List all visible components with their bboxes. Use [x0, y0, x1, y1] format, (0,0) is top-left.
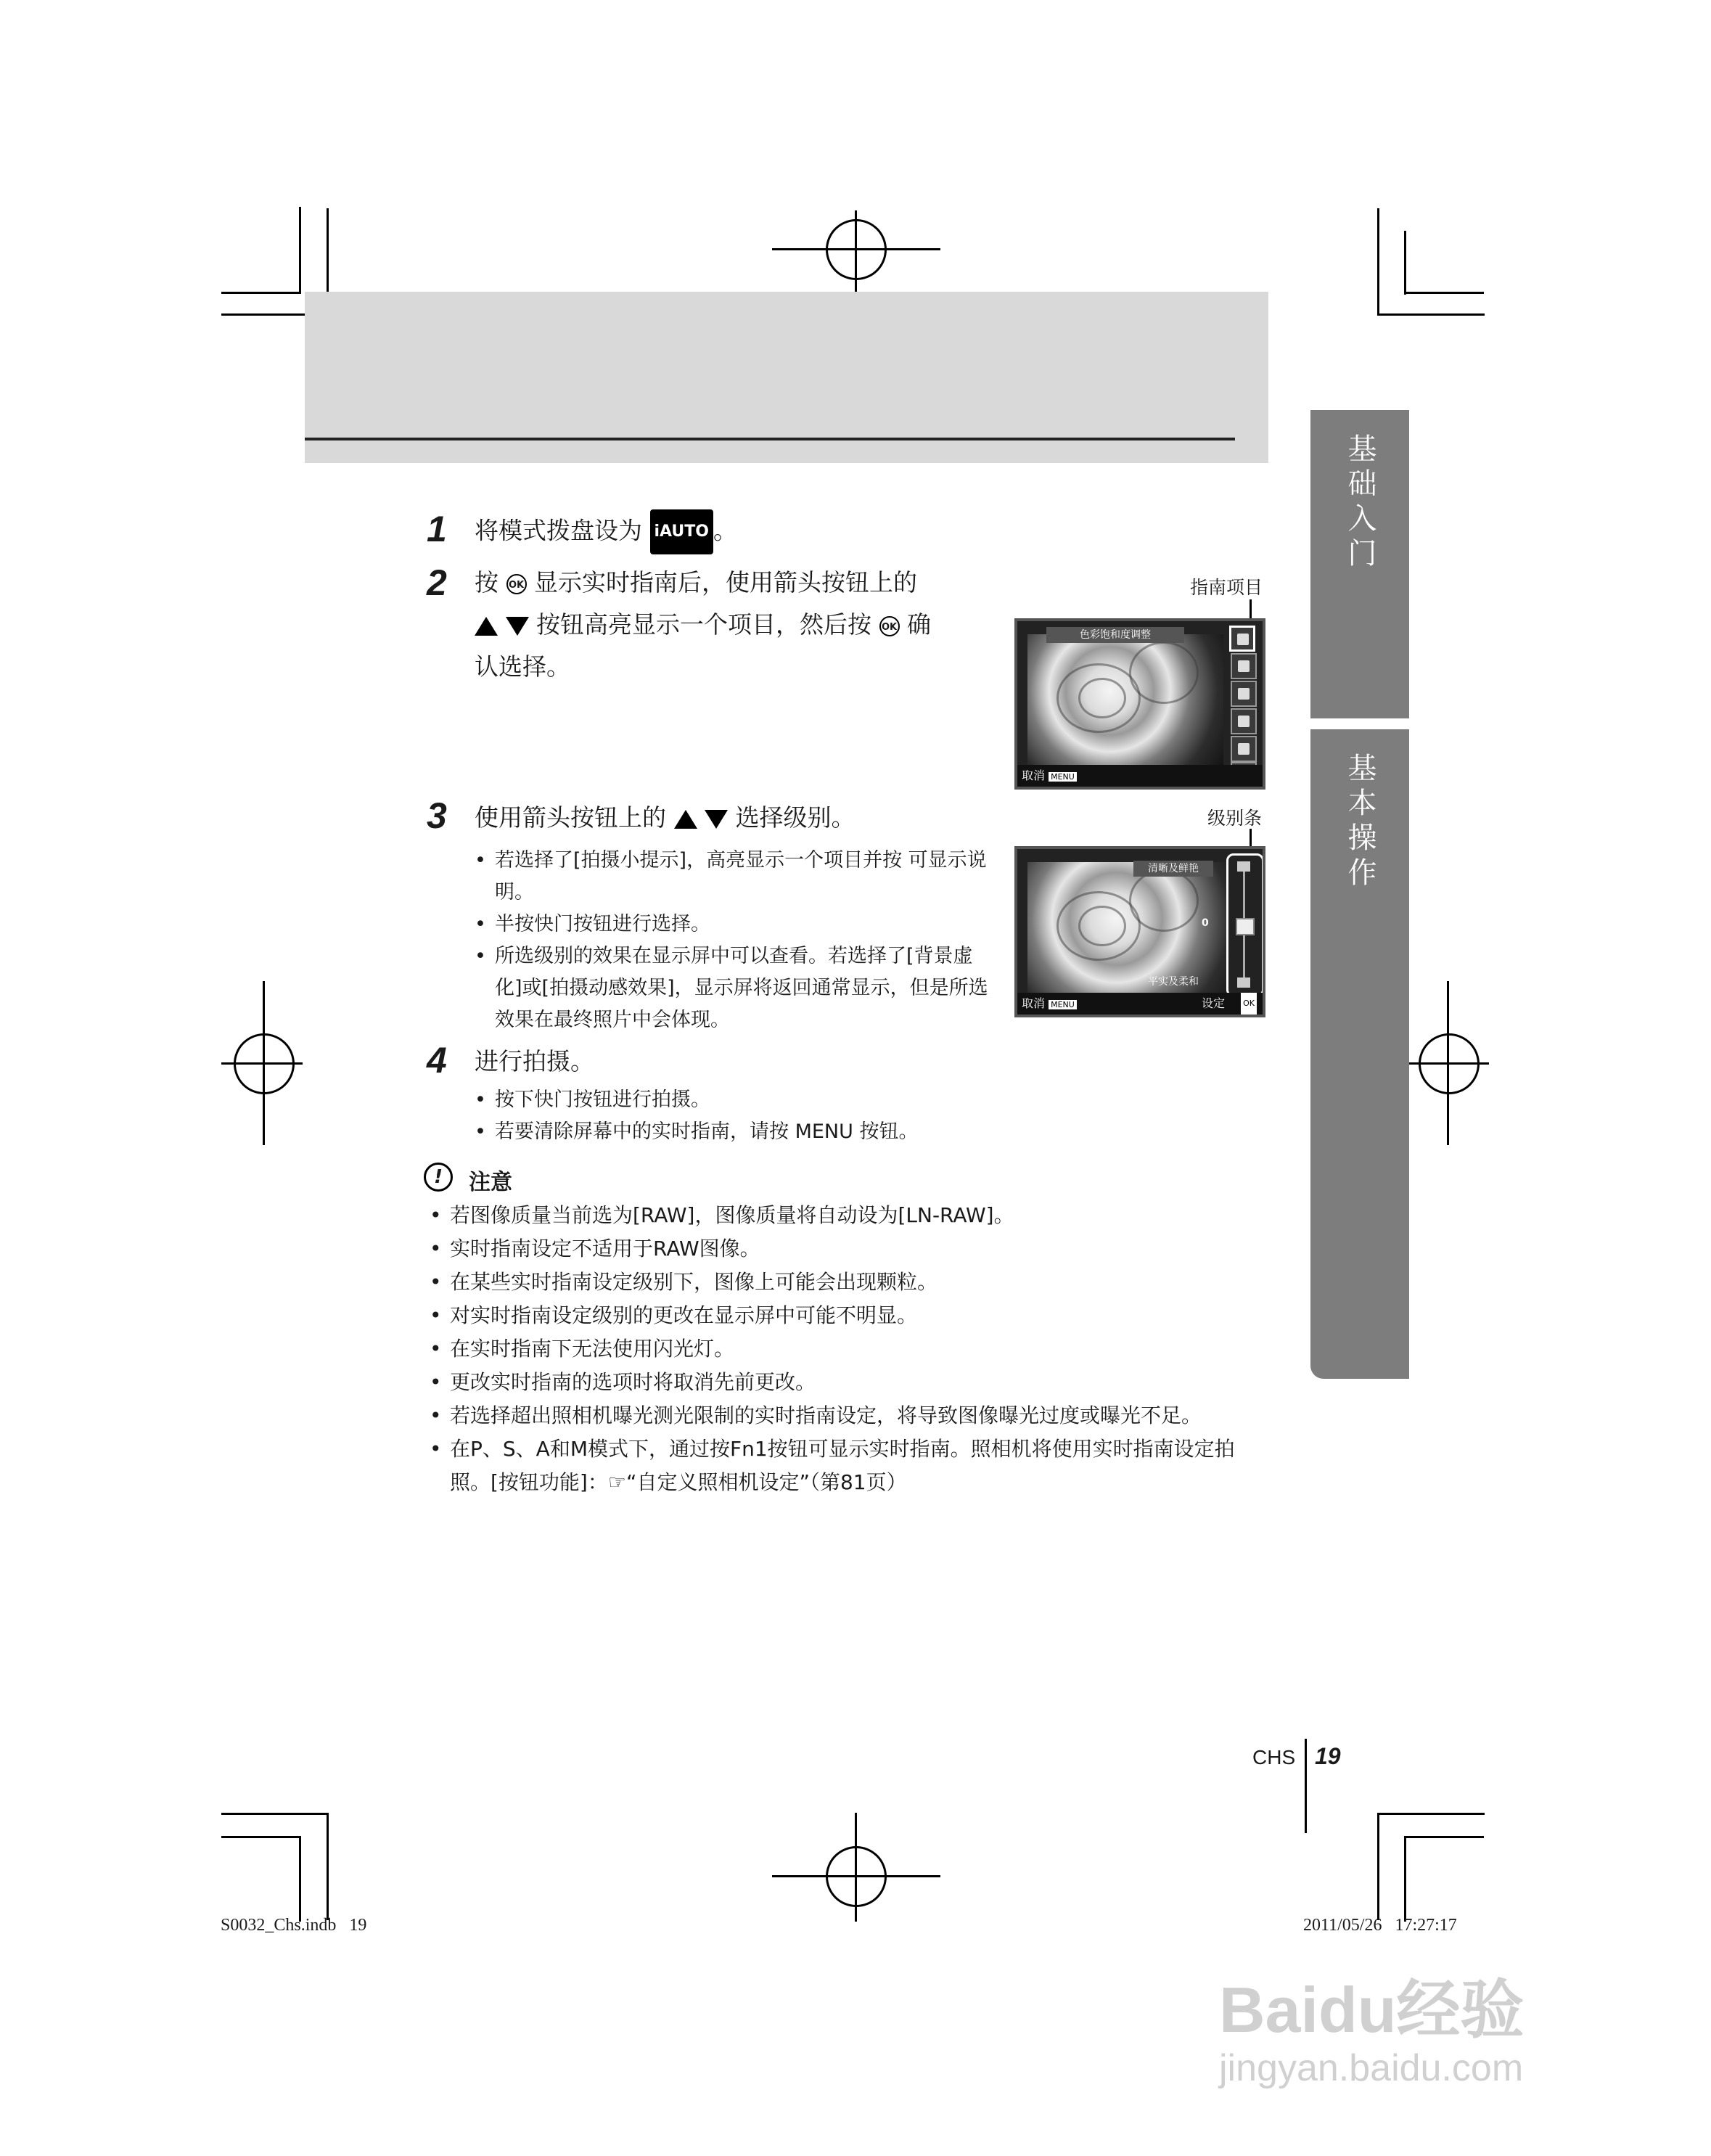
list-item: • 所选级别的效果在显示屏中可以查看。若选择了[背景虚化]或[拍摄动感效果]，显示屏将返回通常显示，但是所选效果在最终照片中会体现。 — [475, 940, 997, 1036]
ok-button-icon: OK — [1241, 993, 1257, 1015]
up-arrow-icon — [674, 810, 697, 829]
crop-mark — [299, 1836, 301, 1922]
crop-mark — [1377, 1813, 1485, 1815]
guide-item-callout: 指南项目 — [1190, 577, 1263, 598]
step-1-text — [475, 509, 737, 554]
step-text: 选择级别。 — [735, 803, 856, 832]
list-item: • 在某些实时指南设定级别下，图像上可能会出现颗粒。 — [427, 1266, 1268, 1299]
caution-list — [427, 1199, 1268, 1499]
tab-basic-ops[interactable] — [1310, 729, 1409, 1379]
crop-mark — [1377, 313, 1485, 316]
down-arrow-icon — [705, 810, 728, 829]
level-bottom-label: 平实及柔和 — [1148, 976, 1199, 988]
list-item: • 更改实时指南的选项时将取消先前更改。 — [427, 1366, 1268, 1399]
header-rule — [305, 438, 1235, 440]
tab-label: 基础入门 — [1343, 433, 1376, 573]
cancel-label: 取消 — [1022, 768, 1046, 782]
iauto-icon: iAUTO — [650, 509, 713, 554]
level-bar-callout: 级别条 — [1207, 808, 1263, 829]
crop-mark — [299, 207, 301, 294]
crop-mark — [1404, 292, 1484, 294]
list-item: • 若选择超出照相机曝光测光限制的实时指南设定，将导致图像曝光过度或曝光不足。 — [427, 1399, 1268, 1432]
step-4-text: 进行拍摄。 — [475, 1047, 594, 1075]
menu-button-icon: MENU — [1049, 1000, 1077, 1009]
list-item: • 半按快门按钮进行选择。 — [475, 909, 997, 940]
step-text: 将模式拨盘设为 — [475, 516, 642, 545]
crop-mark — [1377, 208, 1379, 316]
list-item: • 在P、S、A和M模式下，通过按Fn1按钮可显示实时指南。照相机将使用实时指南设定拍照。[按钮功能]：☞“自定义照相机设定”（第81页） — [427, 1432, 1268, 1499]
step-4-bullets — [475, 1084, 997, 1148]
list-item: • 对实时指南设定级别的更改在显示屏中可能不明显。 — [427, 1299, 1268, 1332]
crop-mark — [1377, 1813, 1379, 1920]
watermark-brand: Baidu经验 — [1219, 1974, 1525, 2046]
crop-mark — [1404, 231, 1406, 295]
screen-title: 色彩饱和度调整 — [1046, 627, 1184, 643]
step-text: 显示实时指南后，使用箭头按钮上的 — [534, 568, 917, 597]
step-number: 3 — [427, 795, 447, 836]
ok-button-icon: OK — [506, 574, 527, 594]
step-text: 使用箭头按钮上的 — [475, 803, 666, 832]
step-number: 1 — [427, 509, 447, 549]
up-arrow-icon — [475, 617, 498, 636]
crop-mark — [1404, 1836, 1406, 1922]
set-label: 设定 — [1201, 996, 1225, 1010]
cancel-label: 取消 — [1022, 996, 1046, 1010]
level-zero: 0 — [1202, 917, 1209, 929]
watermark-url: jingyan.baidu.com — [1219, 2047, 1524, 2089]
file-name: S0032_Chs.indb 19 — [221, 1916, 367, 1935]
camera-screen-2 — [1014, 846, 1265, 1017]
step-3-bullets — [475, 845, 997, 1036]
list-item: • 按下快门按钮进行拍摄。 — [475, 1084, 997, 1116]
level-max-marker — [1237, 861, 1250, 872]
crop-mark — [221, 1836, 301, 1838]
caution-icon: ! — [424, 1163, 453, 1192]
screen-footer — [1017, 993, 1263, 1015]
crop-mark — [221, 292, 301, 294]
list-item: • 若选择了[拍摄小提示]，高亮显示一个项目并按 可显示说明。 — [475, 845, 997, 909]
tab-label: 基本操作 — [1343, 753, 1376, 892]
step-text: 按 — [475, 568, 498, 597]
step-text: 确 — [907, 610, 931, 639]
page-number: 19 — [1315, 1743, 1341, 1769]
camera-screen-1 — [1014, 618, 1265, 790]
tab-basic-intro[interactable] — [1310, 410, 1409, 718]
level-bar[interactable] — [1226, 853, 1264, 997]
list-item: • 实时指南设定不适用于RAW图像。 — [427, 1232, 1268, 1266]
level-slider-handle[interactable] — [1236, 918, 1255, 935]
caution-title: 注意 — [469, 1170, 512, 1195]
flower-photo — [1027, 634, 1223, 769]
step-text: 按钮高亮显示一个项目，然后按 — [536, 610, 871, 639]
guide-item[interactable] — [1231, 653, 1257, 679]
step-number: 2 — [427, 562, 447, 603]
list-item: • 若要清除屏幕中的实时指南，请按 MENU 按钮。 — [475, 1116, 997, 1148]
step-text: 认选择。 — [475, 652, 570, 681]
crop-mark — [221, 1813, 329, 1815]
guide-item[interactable] — [1231, 681, 1257, 707]
step-2-text — [475, 562, 997, 688]
crop-mark — [327, 1813, 329, 1920]
crop-mark — [1404, 1836, 1484, 1838]
step-text: 。 — [713, 516, 737, 545]
guide-item[interactable] — [1231, 736, 1257, 762]
down-arrow-icon — [506, 617, 529, 636]
level-min-marker — [1237, 977, 1250, 988]
guide-item-selected[interactable] — [1229, 626, 1255, 652]
menu-button-icon: MENU — [1049, 772, 1077, 782]
screen-footer — [1017, 765, 1263, 787]
ok-button-icon: OK — [879, 616, 900, 636]
step-number: 4 — [427, 1040, 447, 1081]
list-item: • 在实时指南下无法使用闪光灯。 — [427, 1332, 1268, 1366]
language-code: CHS — [1252, 1746, 1296, 1768]
print-timestamp: 2011/05/26 17:27:17 — [1303, 1916, 1457, 1935]
level-top-label: 清晰及鲜艳 — [1133, 861, 1213, 877]
step-3-text — [475, 797, 856, 839]
guide-item[interactable] — [1231, 708, 1257, 734]
list-item: • 若图像质量当前选为[RAW]，图像质量将自动设为[LN-RAW]。 — [427, 1199, 1268, 1232]
